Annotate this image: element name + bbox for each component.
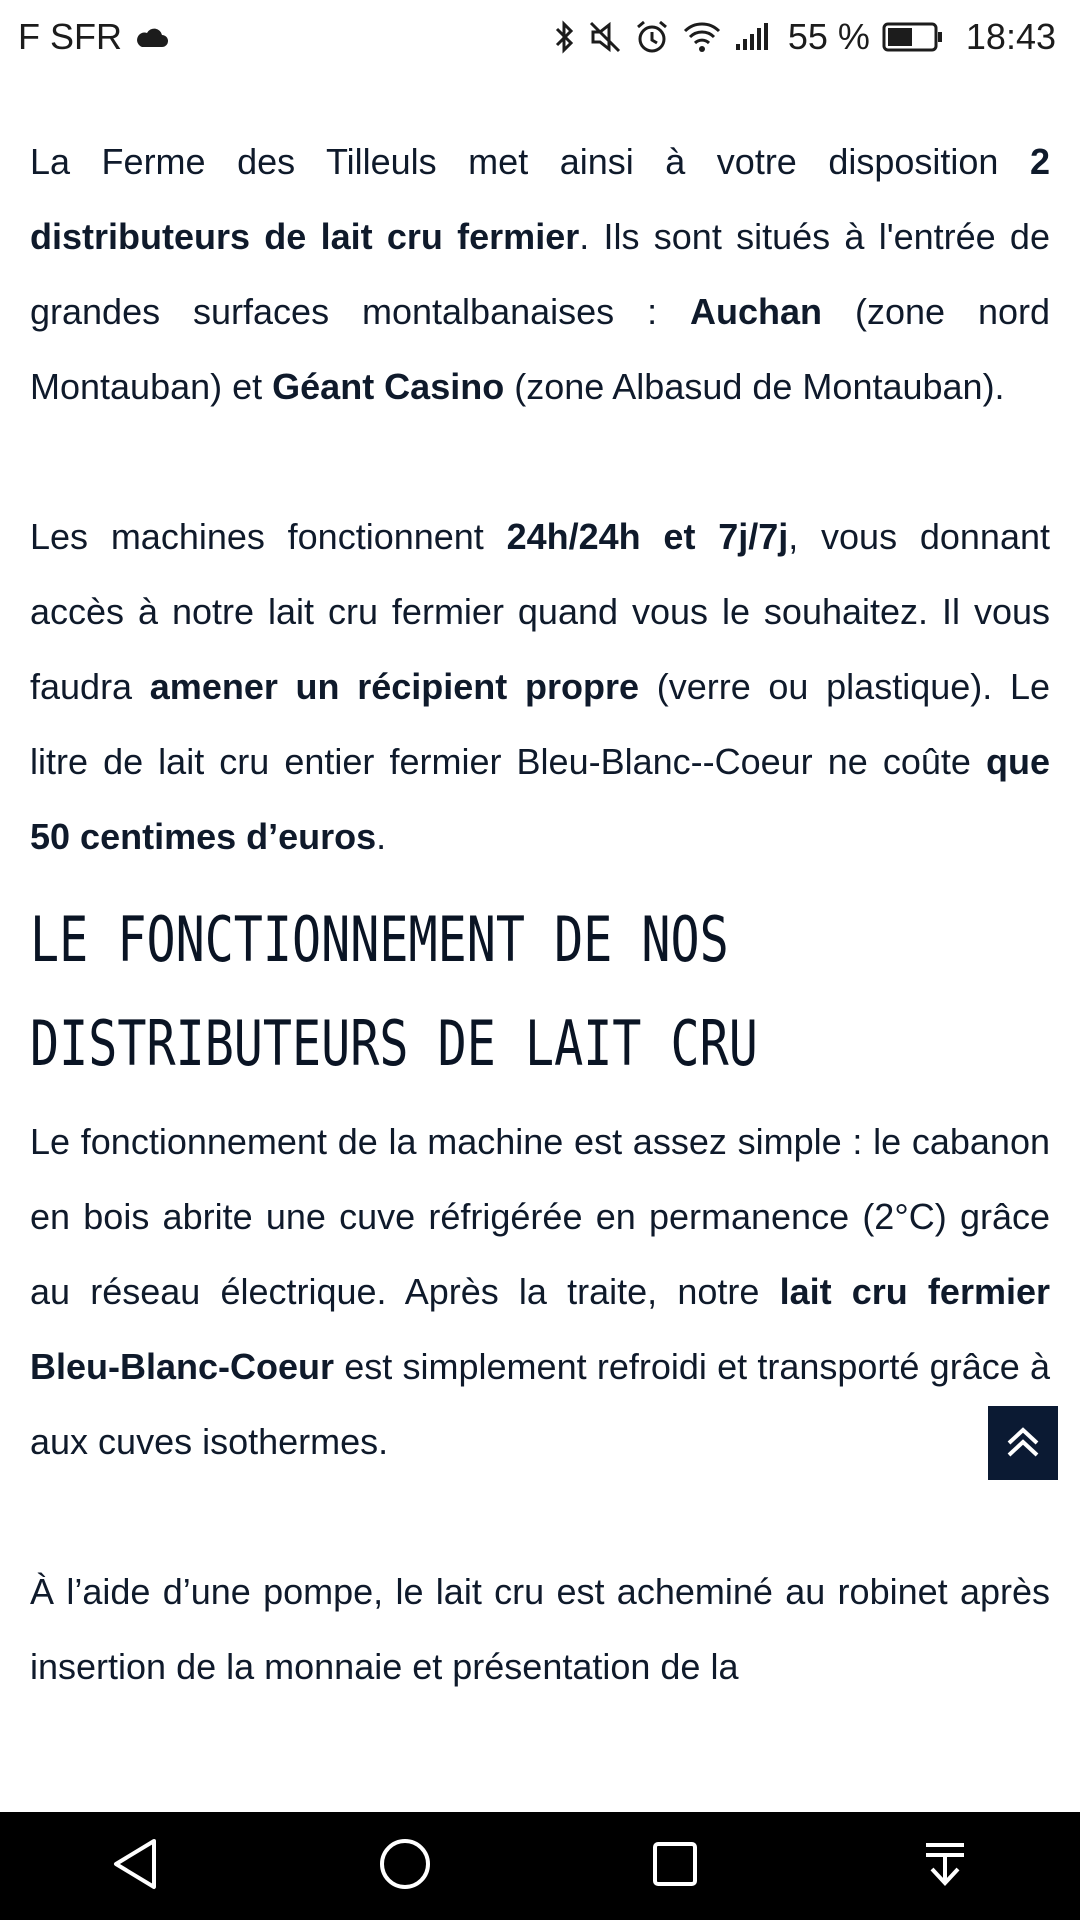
back-to-top-button[interactable] — [988, 1406, 1058, 1480]
paragraph-spacer — [30, 424, 1050, 499]
bold-run: amener un récipient propre — [149, 666, 639, 707]
alarm-icon — [634, 19, 670, 55]
status-bar — [0, 0, 1080, 74]
back-button[interactable] — [75, 1816, 195, 1916]
home-circle-icon — [378, 1837, 432, 1896]
section-heading: LE FONCTIONNEMENT DE NOS DISTRIBUTEURS DE LAIT CRU — [30, 903, 758, 1080]
text-run: (zone nord Montauban) et — [30, 291, 1051, 407]
paragraph-fonctionnement — [30, 1104, 1050, 1479]
wifi-icon — [682, 21, 722, 53]
mute-icon — [588, 20, 622, 54]
text-run: (verre ou plastique). Le litre de lait cru entier fermier Bleu-Blanc--Coeur ne coûte — [30, 666, 1050, 782]
back-triangle-icon — [110, 1837, 160, 1896]
bold-run: lait cru fermier Bleu-Blanc-Coeur — [30, 1271, 1050, 1387]
clock-time: 18:43 — [965, 16, 1056, 57]
carrier-name: F SFR — [18, 16, 122, 57]
battery-percent: 55 % — [787, 16, 870, 57]
status-right — [554, 16, 1056, 58]
status-left — [18, 16, 168, 58]
text-run: . Ils sont situés à l'entrée de grandes surfaces montalbanaises : — [30, 216, 1050, 332]
bold-run: 24h/24h et 7j/7j — [506, 516, 789, 557]
text-run: La Ferme des Tilleuls met ainsi à votre disposition — [30, 141, 1030, 182]
paragraph-spacer — [30, 1479, 1050, 1554]
cloud-icon — [134, 16, 168, 58]
home-button[interactable] — [345, 1816, 465, 1916]
text-run: À l’aide d’une pompe, le lait cru est acheminé au robinet après insertion de la monnaie et présentation de la — [30, 1571, 1050, 1687]
recents-button[interactable] — [615, 1816, 735, 1916]
double-chevron-up-icon — [1003, 1421, 1043, 1466]
text-run: est simplement refroidi et transporté grâce à aux cuves isothermes. — [30, 1346, 1050, 1462]
text-run: (zone Albasud de Montauban). — [504, 366, 1005, 407]
notification-pull-button[interactable] — [885, 1816, 1005, 1916]
paragraph-distributeurs — [30, 124, 1050, 424]
article-content — [30, 124, 1050, 1704]
paragraph-machines — [30, 499, 1050, 874]
system-navigation-bar — [0, 1812, 1080, 1920]
paragraph-pompe — [30, 1554, 1050, 1704]
bold-run: Géant Casino — [272, 366, 505, 407]
bold-run: que 50 centimes d’euros — [30, 741, 1050, 857]
text-run: . — [376, 816, 387, 857]
bold-run: 2 distributeurs de lait cru fermier — [30, 141, 1050, 257]
battery-icon — [882, 22, 944, 52]
bold-run: Auchan — [690, 291, 823, 332]
text-run: , vous donnant accès à notre lait cru fermier quand vous le souhaitez. Il vous faudra — [30, 516, 1050, 707]
bluetooth-icon — [554, 19, 576, 55]
signal-icon — [734, 22, 770, 52]
recents-square-icon — [651, 1840, 699, 1893]
text-run: Les machines fonctionnent — [30, 516, 507, 557]
notification-pull-icon — [922, 1839, 968, 1894]
text-run: Le fonctionnement de la machine est assez simple : le cabanon en bois abrite une cuve réfrigérée en permanence (2°C) grâce au réseau électrique. Après la traite, notre — [30, 1121, 1050, 1312]
